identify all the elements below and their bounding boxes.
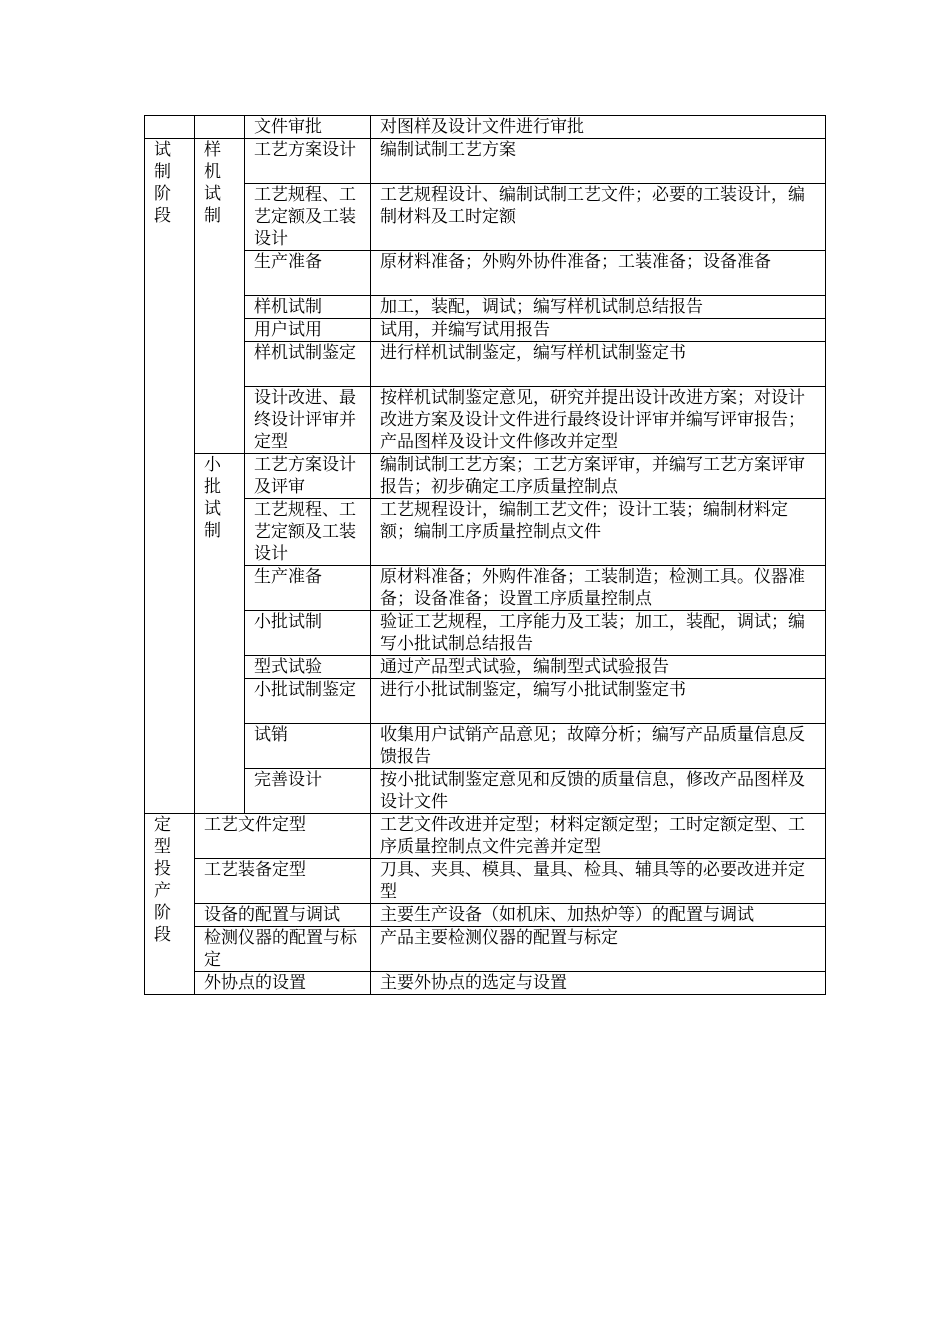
content-cell: 收集用户试销产品意见；故障分析；编写产品质量信息反馈报告 (371, 724, 826, 769)
table-row (145, 724, 826, 769)
stage-cell-finalize (145, 814, 195, 995)
table-row (145, 387, 826, 454)
item-cell: 用户试用 (245, 319, 371, 342)
content-cell: 按小批试制鉴定意见和反馈的质量信息，修改产品图样及设计文件 (371, 769, 826, 814)
stage-label-finalize: 定型投产阶段 (154, 815, 171, 945)
table-row (145, 319, 826, 342)
item-cell: 外协点的设置 (195, 972, 371, 995)
table-row (145, 139, 826, 184)
item-cell: 工艺规程、工艺定额及工装设计 (245, 184, 371, 251)
substage-label-prototype: 样机试制 (204, 140, 221, 226)
item-cell: 型式试验 (245, 656, 371, 679)
table-row (145, 296, 826, 319)
table-row (145, 972, 826, 995)
item-cell: 完善设计 (245, 769, 371, 814)
substage-label-small-batch: 小批试制 (204, 455, 221, 541)
item-cell: 工艺装备定型 (195, 859, 371, 904)
item-cell: 样机试制鉴定 (245, 342, 371, 387)
content-cell: 原材料准备；外购件准备；工装制造；检测工具。仪器准备；设备准备；设置工序质量控制点 (371, 566, 826, 611)
table-row (145, 611, 826, 656)
item-cell: 生产准备 (245, 566, 371, 611)
item-cell: 试销 (245, 724, 371, 769)
content-cell: 进行样机试制鉴定，编写样机试制鉴定书 (371, 342, 826, 387)
table-row (145, 454, 826, 499)
item-cell: 工艺文件定型 (195, 814, 371, 859)
content-cell: 产品主要检测仪器的配置与标定 (371, 927, 826, 972)
item-cell: 样机试制 (245, 296, 371, 319)
item-cell: 小批试制鉴定 (245, 679, 371, 724)
blank-cell (145, 116, 195, 139)
content-cell: 主要生产设备（如机床、加热炉等）的配置与调试 (371, 904, 826, 927)
table-row (145, 769, 826, 814)
table-row (145, 814, 826, 859)
content-cell: 进行小批试制鉴定，编写小批试制鉴定书 (371, 679, 826, 724)
table-row (145, 566, 826, 611)
content-cell: 原材料准备；外购外协件准备；工装准备；设备准备 (371, 251, 826, 296)
content-cell: 工艺规程设计、编制试制工艺文件；必要的工装设计，编制材料及工时定额 (371, 184, 826, 251)
table-row (145, 342, 826, 387)
content-cell: 编制试制工艺方案；工艺方案评审，并编写工艺方案评审报告；初步确定工序质量控制点 (371, 454, 826, 499)
table-row (145, 904, 826, 927)
content-cell: 编制试制工艺方案 (371, 139, 826, 184)
table-row (145, 184, 826, 251)
content-cell: 工艺文件改进并定型；材料定额定型；工时定额定型、工序质量控制点文件完善并定型 (371, 814, 826, 859)
content-cell: 加工，装配，调试；编写样机试制总结报告 (371, 296, 826, 319)
table-row (145, 499, 826, 566)
content-cell: 刀具、夹具、模具、量具、检具、辅具等的必要改进并定型 (371, 859, 826, 904)
stage-cell-trial (145, 139, 195, 814)
item-cell: 检测仪器的配置与标定 (195, 927, 371, 972)
content-cell: 按样机试制鉴定意见，研究并提出设计改进方案；对设计改进方案及设计文件进行最终设计评审并编写评审报告；产品图样及设计文件修改并定型 (371, 387, 826, 454)
content-cell: 通过产品型式试验，编制型式试验报告 (371, 656, 826, 679)
content-cell: 工艺规程设计，编制工艺文件；设计工装；编制材料定额；编制工序质量控制点文件 (371, 499, 826, 566)
process-stage-table (144, 115, 826, 995)
table-row (145, 251, 826, 296)
item-cell: 设计改进、最终设计评审并定型 (245, 387, 371, 454)
item-cell: 设备的配置与调试 (195, 904, 371, 927)
item-cell: 小批试制 (245, 611, 371, 656)
content-cell: 验证工艺规程，工序能力及工装；加工，装配，调试；编写小批试制总结报告 (371, 611, 826, 656)
content-cell: 对图样及设计文件进行审批 (371, 116, 826, 139)
substage-cell-small-batch (195, 454, 245, 814)
item-cell: 工艺方案设计及评审 (245, 454, 371, 499)
substage-cell-prototype (195, 139, 245, 454)
content-cell: 主要外协点的选定与设置 (371, 972, 826, 995)
table-row (145, 656, 826, 679)
content-cell: 试用，并编写试用报告 (371, 319, 826, 342)
table-row (145, 927, 826, 972)
table-row (145, 679, 826, 724)
item-cell: 生产准备 (245, 251, 371, 296)
item-cell: 工艺方案设计 (245, 139, 371, 184)
item-cell: 文件审批 (245, 116, 371, 139)
blank-cell (195, 116, 245, 139)
table-row (145, 859, 826, 904)
stage-label-trial: 试制阶段 (154, 140, 171, 226)
item-cell: 工艺规程、工艺定额及工装设计 (245, 499, 371, 566)
table-row (145, 116, 826, 139)
